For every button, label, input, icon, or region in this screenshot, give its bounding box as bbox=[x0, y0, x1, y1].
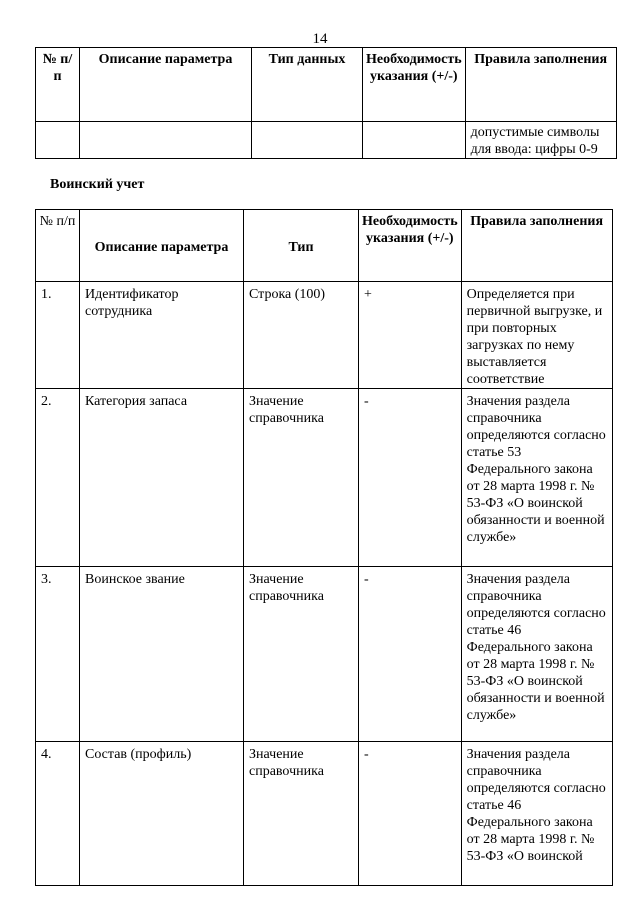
table-previous-continuation bbox=[35, 47, 617, 159]
section-title: Воинский учет bbox=[50, 177, 145, 192]
cell-description: Идентификатор сотрудника bbox=[80, 282, 244, 389]
cell-num: 2. bbox=[36, 389, 80, 567]
cell-num: 4. bbox=[36, 742, 80, 886]
cell-required: - bbox=[359, 567, 462, 742]
cell-type: Значение справочника bbox=[244, 567, 359, 742]
cell-num: 1. bbox=[36, 282, 80, 389]
cell-rules: Значения раздела справочника определяются согласно статье 46 Федерального закона от 28 марта 1998 г. № 53-ФЗ «О воинской bbox=[461, 742, 612, 886]
cell-required: + bbox=[359, 282, 462, 389]
table-row bbox=[36, 742, 613, 886]
table-row bbox=[36, 567, 613, 742]
cell-rules: Определяется при первичной выгрузке, и при повторных загрузках по нему выставляется соответствие bbox=[461, 282, 612, 389]
military-registration-table bbox=[35, 209, 613, 886]
header-description: Описание параметра bbox=[80, 48, 252, 122]
header-description: Описание параметра bbox=[80, 210, 244, 282]
page-number: 14 bbox=[312, 31, 328, 47]
cell-type: Значение справочника bbox=[244, 389, 359, 567]
cell-required: - bbox=[359, 742, 462, 886]
cell-rules: Значения раздела справочника определяются согласно статье 46 Федерального закона от 28 марта 1998 г. № 53-ФЗ «О воинской обязанности и военной службе» bbox=[461, 567, 612, 742]
cell-rules: допустимые символы для ввода: цифры 0-9 bbox=[465, 122, 616, 159]
table-row bbox=[36, 389, 613, 567]
header-required: Необходимость указания (+/-) bbox=[359, 210, 462, 282]
header-data-type: Тип данных bbox=[252, 48, 363, 122]
table-header-row bbox=[36, 48, 617, 122]
table-row bbox=[36, 282, 613, 389]
cell-required: - bbox=[359, 389, 462, 567]
cell-num bbox=[36, 122, 80, 159]
cell-type: Строка (100) bbox=[244, 282, 359, 389]
cell-description: Категория запаса bbox=[80, 389, 244, 567]
table-row bbox=[36, 122, 617, 159]
header-num: № п/п bbox=[36, 210, 80, 282]
cell-type: Значение справочника bbox=[244, 742, 359, 886]
header-num: № п/п bbox=[36, 48, 80, 122]
cell-num: 3. bbox=[36, 567, 80, 742]
header-rules: Правила заполнения bbox=[465, 48, 616, 122]
table-header-row bbox=[36, 210, 613, 282]
cell-description bbox=[80, 122, 252, 159]
header-type: Тип bbox=[244, 210, 359, 282]
cell-rules: Значения раздела справочника определяются согласно статье 53 Федерального закона от 28 марта 1998 г. № 53-ФЗ «О воинской обязанности и военной службе» bbox=[461, 389, 612, 567]
header-required: Необходимость указания (+/-) bbox=[363, 48, 466, 122]
cell-description: Воинское звание bbox=[80, 567, 244, 742]
cell-required bbox=[363, 122, 466, 159]
cell-description: Состав (профиль) bbox=[80, 742, 244, 886]
cell-type bbox=[252, 122, 363, 159]
header-rules: Правила заполнения bbox=[461, 210, 612, 282]
